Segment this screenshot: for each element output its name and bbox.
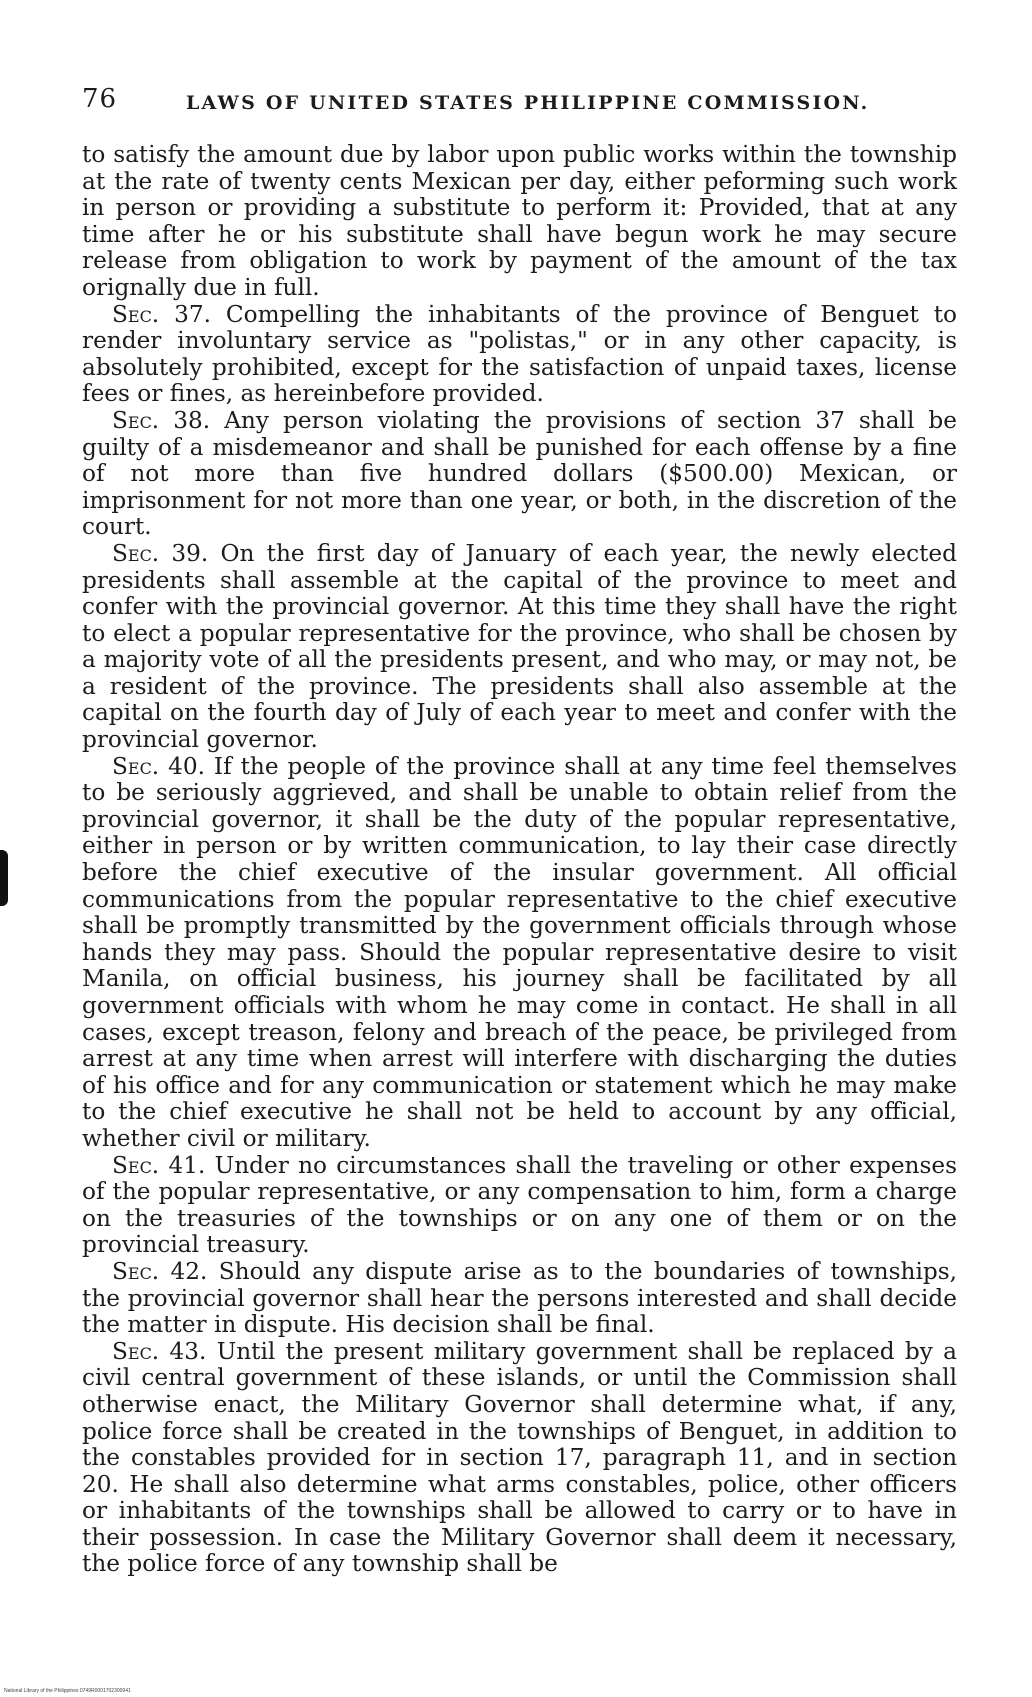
section-38 [82,408,957,541]
page-header [82,84,962,124]
section-label: Sec. 37. [112,300,211,328]
section-label: Sec. 38. [112,406,211,434]
section-label: Sec. 42. [112,1257,208,1285]
scan-edge-mark [0,850,8,906]
section-label: Sec. 41. [112,1151,206,1179]
section-label: Sec. 40. [112,752,205,780]
section-text: On the first day of January of each year, the newly elected presidents shall assemble at the capital of the province to meet and confer with the provincial governor. At this time they shall have the right to elect a popular representative for the province, who shall be chosen by a majority vote of all the presidents present, and who may, or may not, be a resident of the province. The presidents shall also assemble at the capital on the fourth day of July of each year to meet and confer with the provincial governor. [82,539,957,754]
section-text: Should any dispute arise as to the boundaries of townships, the provincial governor shall hear the persons interested and shall decide the matter in dispute. His decision shall be final. [82,1257,957,1339]
section-37 [82,302,957,408]
section-label: Sec. 43. [112,1337,207,1365]
section-text: If the people of the province shall at any time feel themselves to be seriously aggrieved, and shall be unable to obtain relief from the provincial governor, it shall be the duty of the popular representative, either in person or by written communication, to lay their case directly before the chief executive of the insular government. All official communications from the popular representative to the chief executive shall be promptly transmitted by the government officials through whose hands they may pass. Should the popular representative desire to visit Manila, on official business, his journey shall be facilitated by all government officials with whom he may come in contact. He shall in all cases, except treason, felony and breach of the peace, be privileged from arrest at any time when arrest will interfere with discharging the duties of his office and for any communication or statement which he may make to the chief executive he shall not be held to account by any official, whether civil or military. [82,752,957,1152]
section-40 [82,754,957,1153]
paragraph-text: to satisfy the amount due by labor upon public works within the township at the rate of twenty cents Mexican per day, either peforming such work in person or providing a substitute to perform it: Provided, that at any time after he or his substitute shall have begun work he may secure release from obligation to work by payment of the amount of the tax orignally due in full. [82,141,957,301]
scan-footer: National Library of the Philippines 0749R0001702300941 [4,1688,131,1694]
section-43 [82,1339,957,1578]
section-39 [82,541,957,754]
page-number: 76 [82,84,118,114]
section-label: Sec. 39. [112,539,209,567]
section-42 [82,1259,957,1339]
paragraph-continuation [82,142,957,302]
body-text [82,142,957,1578]
section-41 [82,1153,957,1259]
section-text: Any person violating the provisions of section 37 shall be guilty of a misdemeanor and shall be punished for each offense by a fine of not more than five hundred dollars ($500.00) Mexican, or imprisonment for not more than one year, or both, in the discretion of the court. [82,406,957,541]
section-text: Compelling the inhabitants of the province of Benguet to render involuntary service as "polistas," or in any other capacity, is absolutely prohibited, except for the satisfaction of unpaid taxes, license fees or fines, as hereinbefore provided. [82,300,957,408]
section-text: Under no circumstances shall the traveling or other expenses of the popular representative, or any compensation to him, form a charge on the treasuries of the townships or on any one of them or on the provincial treasury. [82,1151,957,1259]
section-text: Until the present military government shall be replaced by a civil central government of these islands, or until the Commission shall otherwise enact, the Military Governor shall determine what, if any, police force shall be created in the townships of Benguet, in addition to the constables provided for in section 17, paragraph 11, and in section 20. He shall also determine what arms constables, police, other officers or inhabitants of the townships shall be allowed to carry or to have in their possession. In case the Military Governor shall deem it necessary, the police force of any township shall be [82,1337,957,1578]
running-title: LAWS OF UNITED STATES PHILIPPINE COMMISSION. [186,92,870,114]
